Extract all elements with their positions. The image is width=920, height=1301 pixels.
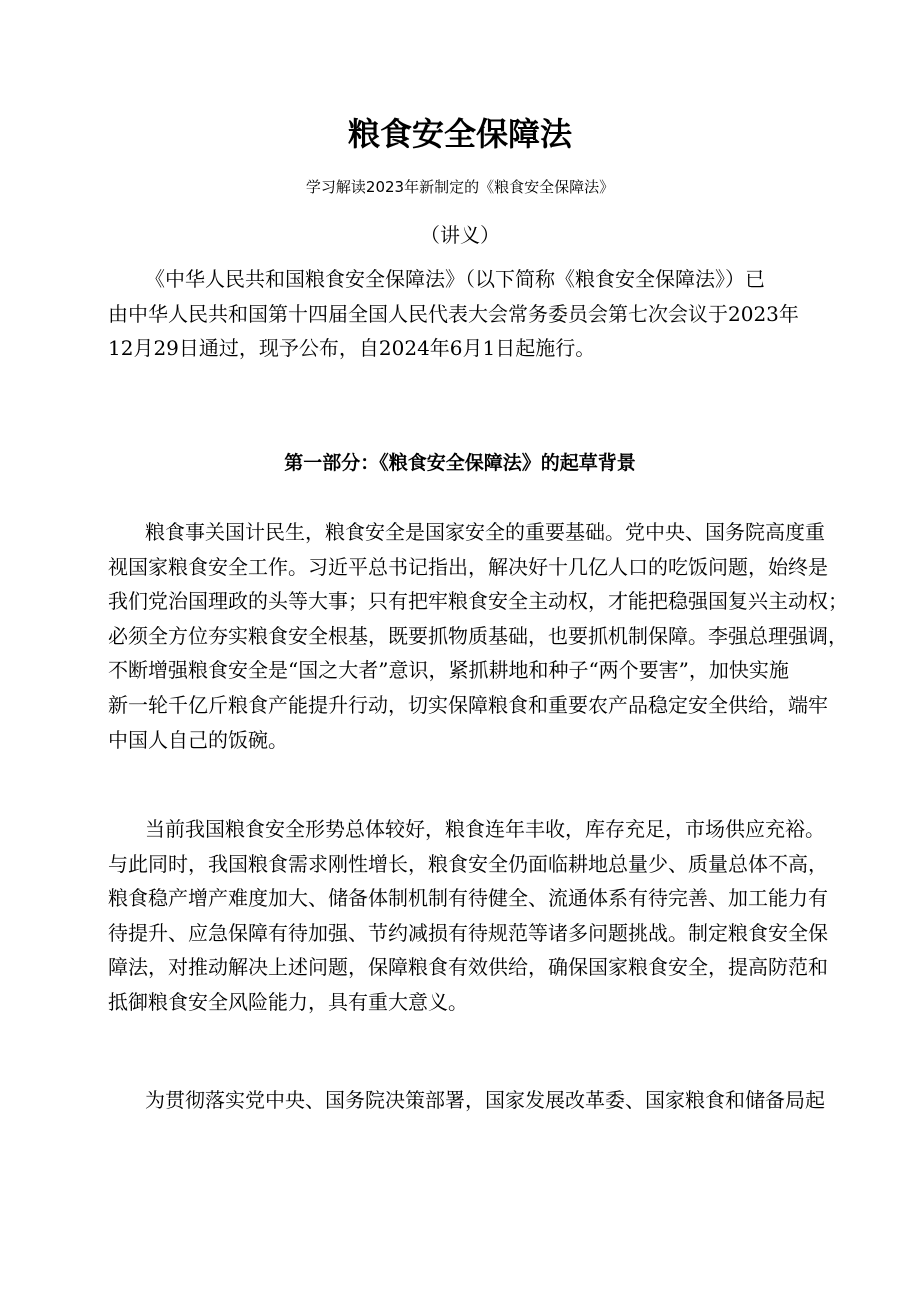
background-paragraph-1 (108, 515, 848, 757)
text-line: 由中华人民共和国第十四届全国人民代表大会常务委员会第七次会议于2023年 (108, 301, 799, 326)
text-line: 我们党治国理政的头等大事；只有把牢粮食安全主动权，才能把稳强国复兴主动权； (108, 589, 848, 614)
text-line: 待提升、应急保障有待加强、节约减损有待规范等诸多问题挑战。制定粮食安全保 (108, 920, 828, 945)
text-line: 视国家粮食安全工作。习近平总书记指出，解决好十几亿人口的吃饭问题，始终是 (108, 554, 828, 579)
intro-paragraph (108, 262, 808, 366)
text-line: 必须全方位夯实粮食安全根基，既要抓物质基础，也要抓机制保障。李强总理强调， (108, 623, 848, 648)
background-paragraph-3 (108, 1083, 825, 1118)
text-line: 为贯彻落实党中央、国务院决策部署，国家发展改革委、国家粮食和储备局起 (145, 1088, 825, 1112)
background-paragraph-2 (108, 812, 828, 1020)
lecture-note-label: （讲义） (420, 223, 500, 247)
text-line: 《中华人民共和国粮食安全保障法》（以下简称《粮食安全保障法》）已 (145, 267, 765, 291)
text-line: 粮食稳产增产难度加大、储备体制机制有待健全、流通体系有待完善、加工能力有 (108, 886, 828, 911)
document-subtitle: 学习解读2023年新制定的《粮食安全保障法》 (305, 178, 615, 196)
text-line: 不断增强粮食安全是“国之大者”意识，紧抓耕地和种子“两个要害”，加快实施 (108, 658, 789, 683)
text-line: 与此同时，我国粮食需求刚性增长，粮食安全仍面临耕地总量少、质量总体不高， (108, 851, 828, 876)
text-line: 中国人自己的饭碗。 (108, 727, 288, 752)
text-line: 新一轮千亿斤粮食产能提升行动，切实保障粮食和重要农产品稳定安全供给，端牢 (108, 692, 828, 717)
text-line: 抵御粮食安全风险能力，具有重大意义。 (108, 989, 468, 1014)
section-heading: 第一部分：《粮食安全保障法》的起草背景 (284, 452, 636, 474)
text-line: 12月29日通过，现予公布，自2024年6月1日起施行。 (108, 336, 596, 361)
text-line: 障法，对推动解决上述问题，保障粮食有效供给，确保国家粮食安全，提高防范和 (108, 955, 828, 980)
text-line: 当前我国粮食安全形势总体较好，粮食连年丰收，库存充足，市场供应充裕。 (145, 817, 825, 841)
text-line: 粮食事关国计民生，粮食安全是国家安全的重要基础。党中央、国务院高度重 (145, 520, 825, 544)
document-title: 粮食安全保障法 (347, 115, 572, 153)
